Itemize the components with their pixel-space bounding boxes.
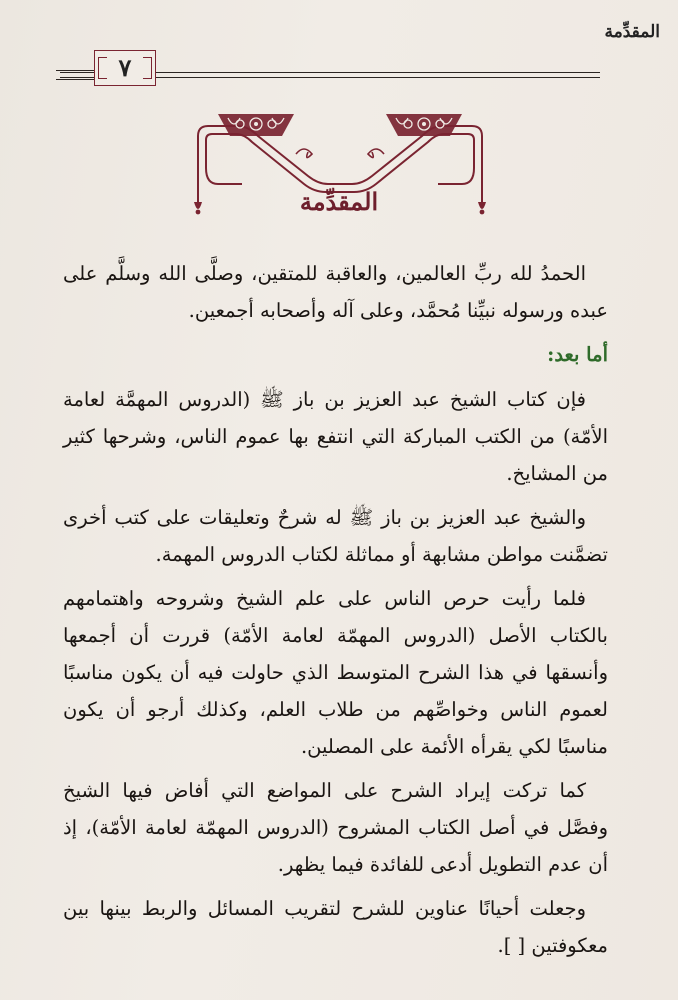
paragraph-purpose: فلما رأيت حرص الناس على علم الشيخ وشروحه واهتمامهم بالكتاب الأصل (الدروس المهمّة لعامة الأمّة) قررت أن أجمعها وأنسقها في هذا الشرح المتوسط الذي حاولت فيه أن يكون مناسبًا لعموم الناس وخواصِّهم من طلاب العلم، وكذلك أرجو أن يكون مناسبًا لكي يقرأه الأئمة على المصلين.: [63, 587, 608, 758]
paragraph-doxology: الحمدُ لله ربِّ العالمين، والعاقبة للمتقين، وصلَّى الله وسلَّم على عبده ورسوله نبيِّنا مُحمَّد، وعلى آله وأصحابه أجمعين.: [63, 262, 608, 322]
paragraph-heading: أما بعد:: [547, 343, 608, 366]
header-rule-tail: [56, 70, 96, 80]
running-head: المقدِّمة: [604, 22, 660, 42]
chapter-title: المقدِّمة: [299, 187, 379, 216]
paragraph-other-works: والشيخ عبد العزيز بن باز ﷺ له شرحٌ وتعليقات على كتب أخرى تضمَّنت مواطن مشابهة أو مماثلة لكتاب الدروس المهمة.: [63, 506, 608, 566]
paragraph-headings: وجعلت أحيانًا عناوين للشرح لتقريب المسائل والربط بينها بين معكوفتين [ ].: [63, 897, 608, 957]
paragraph-book-intro: فإن كتاب الشيخ عبد العزيز بن باز ﷺ (الدروس المهمَّة لعامة الأمّة) من الكتب المباركة التي انتفع بها عموم الناس، وشرحها كثير من المشايخ.: [63, 388, 608, 485]
page-number-box: [94, 50, 156, 86]
page-number: ٧: [118, 53, 132, 82]
paragraph-method: كما تركت إيراد الشرح على المواضع التي أفاض فيها الشيخ وفصَّل في أصل الكتاب المشروح (الدروس المهمّة لعامة الأمّة)، إذ أن عدم التطويل أدعى للفائدة فيما يظهر.: [63, 779, 608, 876]
body-text: [63, 255, 608, 971]
